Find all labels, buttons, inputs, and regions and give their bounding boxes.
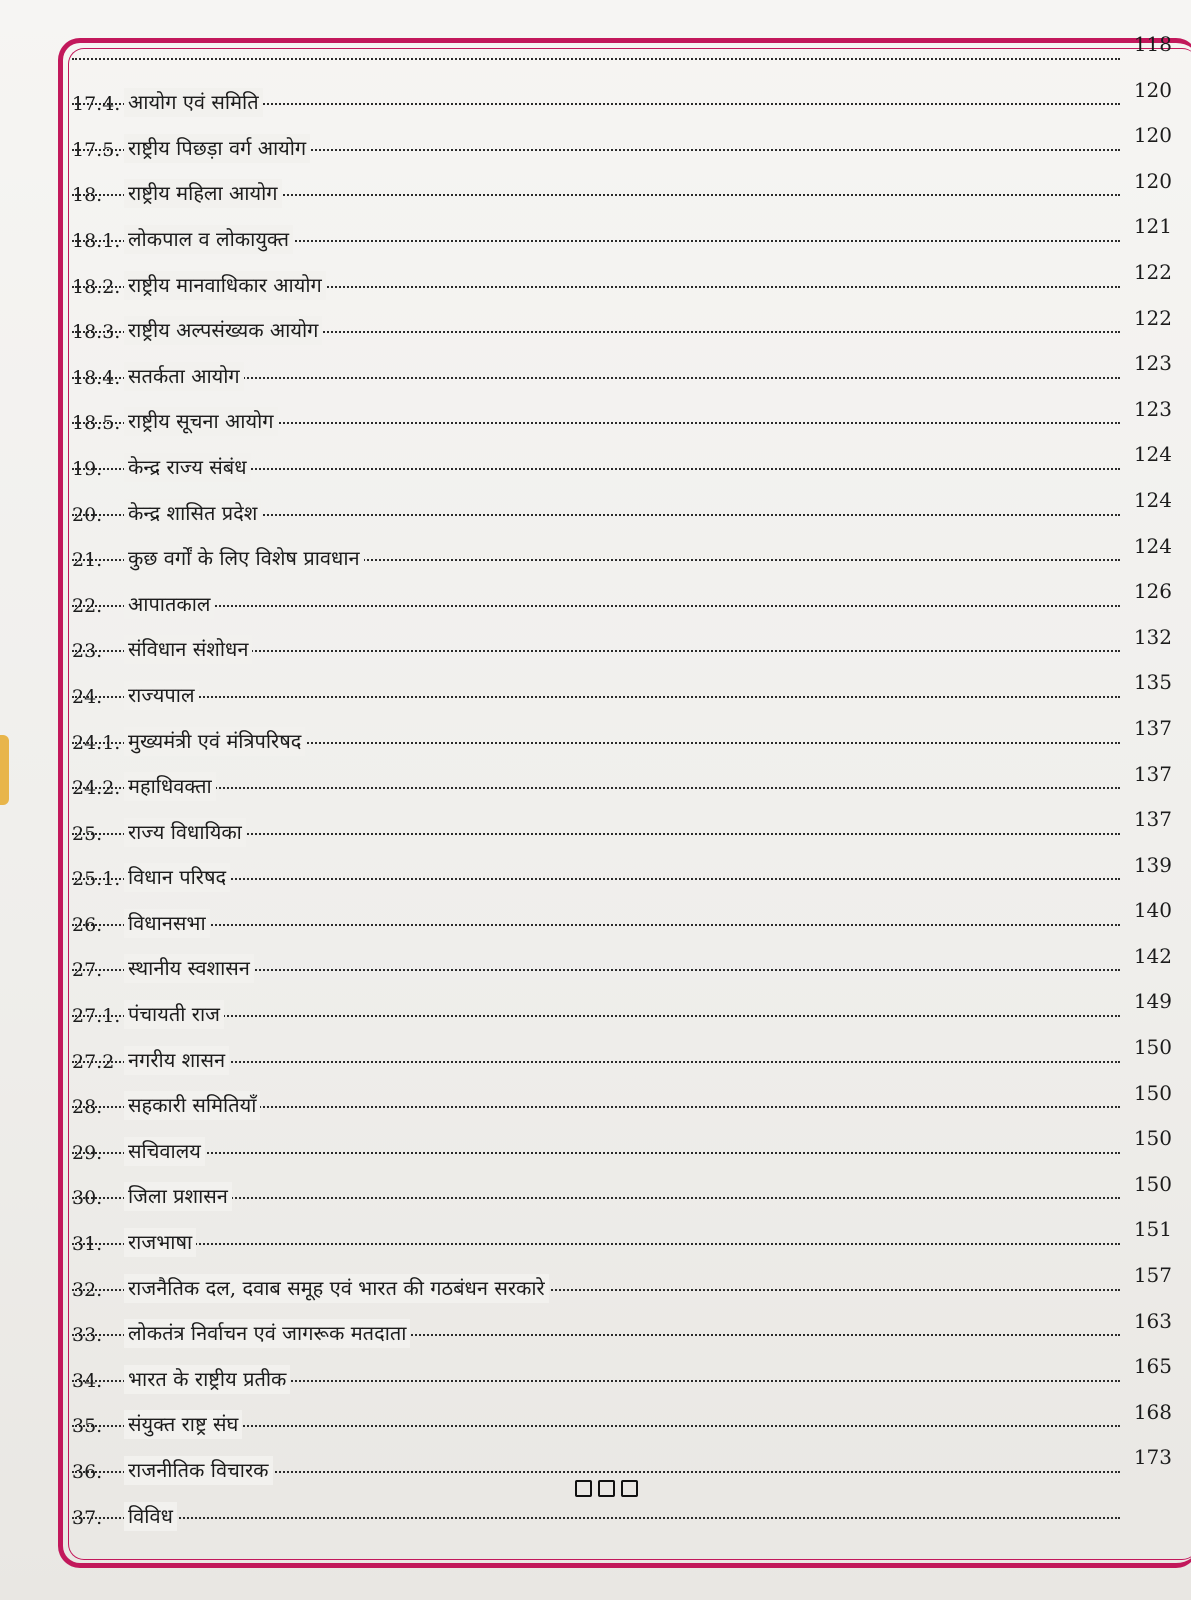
square-icon [621, 1480, 638, 1497]
toc-entry-page: 137 [1133, 761, 1172, 786]
toc-entry-title: सहकारी समितियाँ [124, 1091, 260, 1120]
toc-entry [72, 1029, 1172, 1075]
toc-entry-number: 29. [72, 1141, 103, 1164]
toc-entry-number: 35. [72, 1415, 103, 1438]
toc-entry-page: 120 [1133, 77, 1172, 102]
toc-entry-title: राज्य विधायिका [124, 818, 246, 847]
toc-entry-page: 137 [1133, 807, 1172, 832]
toc-entry-title: मुख्यमंत्री एवं मंत्रिपरिषद [124, 727, 305, 756]
toc-entry-number: 37. [72, 1506, 103, 1529]
toc-entry-page: 150 [1133, 1035, 1172, 1060]
toc-entry-page: 165 [1133, 1354, 1172, 1379]
toc-entry-number: 23. [72, 640, 103, 663]
toc-entry-page: 135 [1133, 670, 1172, 695]
dot-leader [72, 58, 1120, 60]
toc-entry-page: 151 [1133, 1217, 1172, 1242]
toc-entry-title: विधान परिषद [124, 863, 230, 892]
toc-entry-page: 157 [1133, 1263, 1172, 1288]
toc-entry [72, 117, 1172, 163]
toc-entry-title: भारत के राष्ट्रीय प्रतीक [124, 1365, 290, 1394]
toc-entry-page: 168 [1133, 1399, 1172, 1424]
dot-leader [72, 1015, 1120, 1017]
dot-leader [72, 787, 1120, 789]
toc-entry [72, 528, 1172, 574]
toc-entry-page: 173 [1133, 1445, 1172, 1470]
toc-entry-page: 124 [1133, 442, 1172, 467]
toc-entry [72, 254, 1172, 300]
toc-entry-title: आपातकाल [124, 590, 214, 619]
toc-entry-title: सतर्कता आयोग [124, 362, 244, 391]
toc-entry-number: 24. [72, 685, 103, 708]
toc-entry [72, 1303, 1172, 1349]
toc-entry [72, 436, 1172, 482]
toc-entry-number: 32. [72, 1278, 103, 1301]
toc-entry-title: सचिवालय [124, 1137, 205, 1166]
toc-entry-page: 137 [1133, 715, 1172, 740]
toc-entry-title: आयोग एवं समिति [124, 88, 263, 117]
toc-entry [72, 983, 1172, 1029]
dot-leader [72, 696, 1120, 698]
toc-entry-title: राष्ट्रीय मानवाधिकार आयोग [124, 271, 326, 300]
toc-entry-title: राष्ट्रीय अल्पसंख्यक आयोग [124, 316, 322, 345]
toc-entry [72, 1211, 1172, 1257]
toc-entry-number: 34. [72, 1369, 103, 1392]
toc-entry-page: 126 [1133, 579, 1172, 604]
toc-entry-number: 36. [72, 1461, 103, 1483]
toc-entry [72, 391, 1172, 437]
toc-entry-title: केन्द्र राज्य संबंध [124, 453, 251, 482]
dot-leader [72, 1517, 1120, 1519]
toc-entry-page: 150 [1133, 1126, 1172, 1151]
square-icon [598, 1480, 615, 1497]
toc-entry [72, 72, 1172, 118]
toc-entry [72, 892, 1172, 938]
toc-entry-title: विधानसभा [124, 909, 210, 938]
dot-leader [72, 924, 1120, 926]
toc-entry-title: कुछ वर्गों के लिए विशेष प्रावधान [124, 544, 364, 573]
toc-entry-number: 22. [72, 594, 103, 617]
toc-entry [72, 1075, 1172, 1121]
toc-entry-page: 142 [1133, 943, 1172, 968]
toc-entry-page: 122 [1133, 259, 1172, 284]
toc-entry-title: राजनीतिक विचारक [124, 1456, 273, 1485]
toc-entry-number: 18.5. [72, 412, 121, 435]
page-edge-tab [0, 735, 9, 805]
toc-entry-number: 18.3. [72, 321, 121, 344]
toc-entry [72, 847, 1172, 893]
toc-entry [72, 573, 1172, 619]
toc-entry-number: 27.1. [72, 1005, 121, 1028]
toc-entry-number: 20. [72, 503, 103, 526]
toc-entry-number: 26. [72, 913, 103, 936]
toc-entry-title: लोकपाल व लोकायुक्त [124, 225, 293, 254]
toc-entry-title: विविध [124, 1502, 177, 1531]
toc-entry-page: 123 [1133, 351, 1172, 376]
toc-entry-title: जिला प्रशासन [124, 1182, 232, 1211]
toc-entry-number: 18.2. [72, 275, 121, 298]
toc-entry-page: 124 [1133, 533, 1172, 558]
toc-entry-number: 31. [72, 1233, 103, 1256]
toc-entry-number: 18. [72, 184, 103, 207]
toc-entry [72, 26, 1172, 72]
toc-entry [72, 756, 1172, 802]
toc-entry-number: 25.1. [72, 868, 121, 891]
toc-entry-page: 150 [1133, 1171, 1172, 1196]
toc-entry-title: महाधिवक्ता [124, 772, 216, 801]
dot-leader [72, 605, 1120, 607]
end-ornament [575, 1480, 638, 1497]
toc-entry [72, 1120, 1172, 1166]
toc-entry [72, 482, 1172, 528]
toc-entry-number: 18.4. [72, 366, 121, 389]
toc-entry [72, 300, 1172, 346]
toc-entry [72, 1439, 1172, 1485]
toc-entry-title: केन्द्र शासित प्रदेश [124, 499, 261, 528]
table-of-contents [72, 26, 1172, 1531]
toc-entry [72, 801, 1172, 847]
toc-entry-number: 27. [72, 959, 103, 982]
toc-entry-title: राजभाषा [124, 1228, 196, 1257]
toc-entry-page: 139 [1133, 852, 1172, 877]
toc-entry [72, 619, 1172, 665]
toc-entry-number: 17.5. [72, 138, 121, 161]
toc-entry-number: 27.2 [72, 1050, 115, 1073]
dot-leader [72, 1152, 1120, 1154]
toc-entry-page: 122 [1133, 305, 1172, 330]
toc-entry-title: राष्ट्रीय पिछड़ा वर्ग आयोग [124, 134, 310, 163]
toc-entry-number: 21. [72, 549, 103, 572]
toc-entry-title: पंचायती राज [124, 1000, 224, 1029]
toc-entry [72, 1257, 1172, 1303]
toc-entry-title: स्थानीय स्वशासन [124, 954, 254, 983]
toc-entry-number: 33. [72, 1324, 103, 1347]
toc-entry-page: 120 [1133, 123, 1172, 148]
toc-entry-number: 18.1. [72, 229, 121, 252]
toc-entry-number: 17.4. [72, 93, 121, 116]
toc-entry-title: संविधान संशोधन [124, 635, 252, 664]
dot-leader [72, 1243, 1120, 1245]
toc-entry-title: राज्यपाल [124, 681, 199, 710]
toc-entry [72, 1348, 1172, 1394]
toc-entry-number: 24.2. [72, 777, 121, 800]
toc-entry-title: राष्ट्रीय महिला आयोग [124, 179, 282, 208]
toc-entry-page: 132 [1133, 624, 1172, 649]
toc-entry [72, 1394, 1172, 1440]
toc-entry [72, 1166, 1172, 1212]
toc-entry-page: 140 [1133, 898, 1172, 923]
toc-entry-number: 19. [72, 457, 103, 480]
toc-entry-page: 121 [1133, 214, 1172, 239]
toc-entry-number: 30. [72, 1187, 103, 1210]
toc-entry [72, 710, 1172, 756]
toc-entry-page: 120 [1133, 168, 1172, 193]
toc-entry-title: राजनैतिक दल, दवाब समूह एवं भारत की गठबंधन सरकारे [124, 1274, 549, 1303]
toc-entry-number: 28. [72, 1096, 103, 1119]
toc-entry-title: लोकतंत्र निर्वाचन एवं जागरूक मतदाता [124, 1319, 410, 1348]
toc-entry-number: 24.1. [72, 731, 121, 754]
toc-entry-page: 150 [1133, 1080, 1172, 1105]
toc-entry [72, 163, 1172, 209]
square-icon [575, 1480, 592, 1497]
toc-entry [72, 345, 1172, 391]
toc-entry-page: 123 [1133, 396, 1172, 421]
toc-entry-page: 163 [1133, 1308, 1172, 1333]
dot-leader [72, 1061, 1120, 1063]
toc-entry-title: नगरीय शासन [124, 1046, 229, 1075]
toc-entry-page: 149 [1133, 989, 1172, 1014]
toc-entry-number: 25. [72, 822, 103, 845]
toc-entry-title: संयुक्त राष्ट्र संघ [124, 1410, 242, 1439]
toc-entry-page: 124 [1133, 487, 1172, 512]
toc-entry-page: 118 [1133, 32, 1172, 56]
toc-entry [72, 938, 1172, 984]
toc-entry [72, 664, 1172, 710]
toc-entry [72, 208, 1172, 254]
toc-entry-title: राष्ट्रीय सूचना आयोग [124, 407, 278, 436]
